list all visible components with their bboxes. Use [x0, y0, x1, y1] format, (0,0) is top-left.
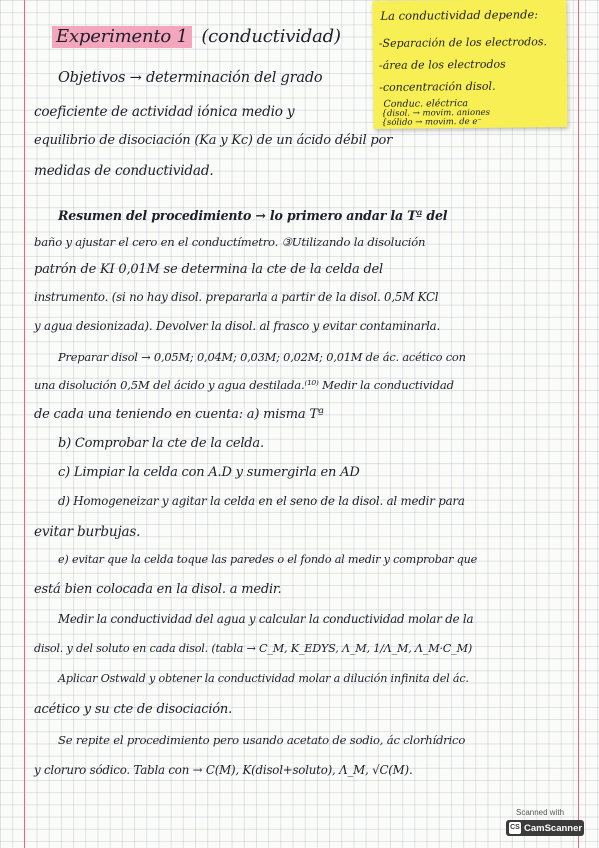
text-line: Preparar disol → 0,05M; 0,04M; 0,03M; 0,02M; 0,01M de ác. acético con	[58, 350, 466, 364]
text-line: y agua desionizada). Devolver la disol. al frasco y evitar contaminarla.	[34, 319, 441, 333]
page-title	[52, 26, 341, 47]
text-line: Resumen del procedimiento → lo primero andar la Tª del	[58, 208, 448, 223]
text-line: instrumento. (si no hay disol. prepararla a partir de la disol. 0,5M KCl	[34, 290, 439, 304]
text-line: equilibrio de disociación (Ka y Kc) de un ácido débil por	[34, 133, 393, 148]
scanned-with-caption: Scanned with	[516, 808, 565, 817]
sticky-extra: {disol. → movim. aniones	[381, 107, 490, 119]
text-line: d) Homogeneizar y agitar la celda en el seno de la disol. al medir para	[58, 494, 465, 508]
text-line: disol. y del soluto en cada disol. (tabla → C_M, K_EDYS, Λ_M, 1/Λ_M, Λ_M·C_M)	[34, 642, 472, 655]
sticky-note	[372, 0, 567, 129]
sticky-heading: La conductividad depende:	[380, 7, 539, 23]
camscanner-brand: CamScanner	[524, 822, 583, 834]
camscanner-logo	[506, 820, 584, 836]
text-line: medidas de conductividad.	[34, 163, 214, 179]
right-margin-line	[578, 0, 579, 848]
text-line: coeficiente de actividad iónica medio y	[34, 104, 295, 120]
text-line: c) Limpiar la celda con A.D y sumergirla en AD	[58, 465, 360, 480]
left-margin-line	[24, 0, 25, 848]
text-line: está bien colocada en la disol. a medir.	[34, 582, 282, 597]
text-line: baño y ajustar el cero en el conductímetro. ③Utilizando la disolución	[34, 235, 426, 249]
text-line: Aplicar Ostwald y obtener la conductividad molar a dilución infinita del ác.	[58, 672, 469, 685]
text-line: Se repite el procedimiento pero usando acetato de sodio, ác clorhídrico	[58, 733, 466, 747]
camscanner-icon: CS	[509, 822, 521, 834]
title-subtitle: (conductividad)	[201, 26, 341, 47]
text-line: una disolución 0,5M del ácido y agua destilada.⁽¹⁰⁾ Medir la conductividad	[34, 378, 454, 392]
camscanner-badge	[506, 808, 584, 838]
sticky-extra: {sólido → movim. de e⁻	[381, 116, 482, 128]
text-line: acético y su cte de disociación.	[34, 702, 233, 717]
text-line: y cloruro sódico. Tabla con → C(M), K(disol+soluto), Λ_M, √C(M).	[34, 763, 413, 777]
text-line: evitar burbujas.	[34, 524, 141, 540]
title-highlight: Experimento 1	[52, 26, 192, 48]
text-line: b) Comprobar la cte de la celda.	[58, 436, 264, 451]
text-line: de cada una teniendo en cuenta: a) misma Tª	[34, 407, 324, 422]
sticky-extra: Conduc. eléctrica	[383, 98, 469, 110]
text-line: Objetivos → determinación del grado	[58, 70, 323, 86]
text-line: Medir la conductividad del agua y calcular la conductividad molar de la	[58, 612, 474, 626]
text-line: patrón de KI 0,01M se determina la cte de la celda del	[34, 262, 384, 277]
sticky-item: -área de los electrodos	[378, 57, 506, 72]
sticky-item: -Separación de los electrodos.	[378, 35, 548, 50]
sticky-item: -concentración disol.	[379, 79, 496, 94]
text-line: e) evitar que la celda toque las paredes o el fondo al medir y comprobar que	[58, 553, 478, 566]
